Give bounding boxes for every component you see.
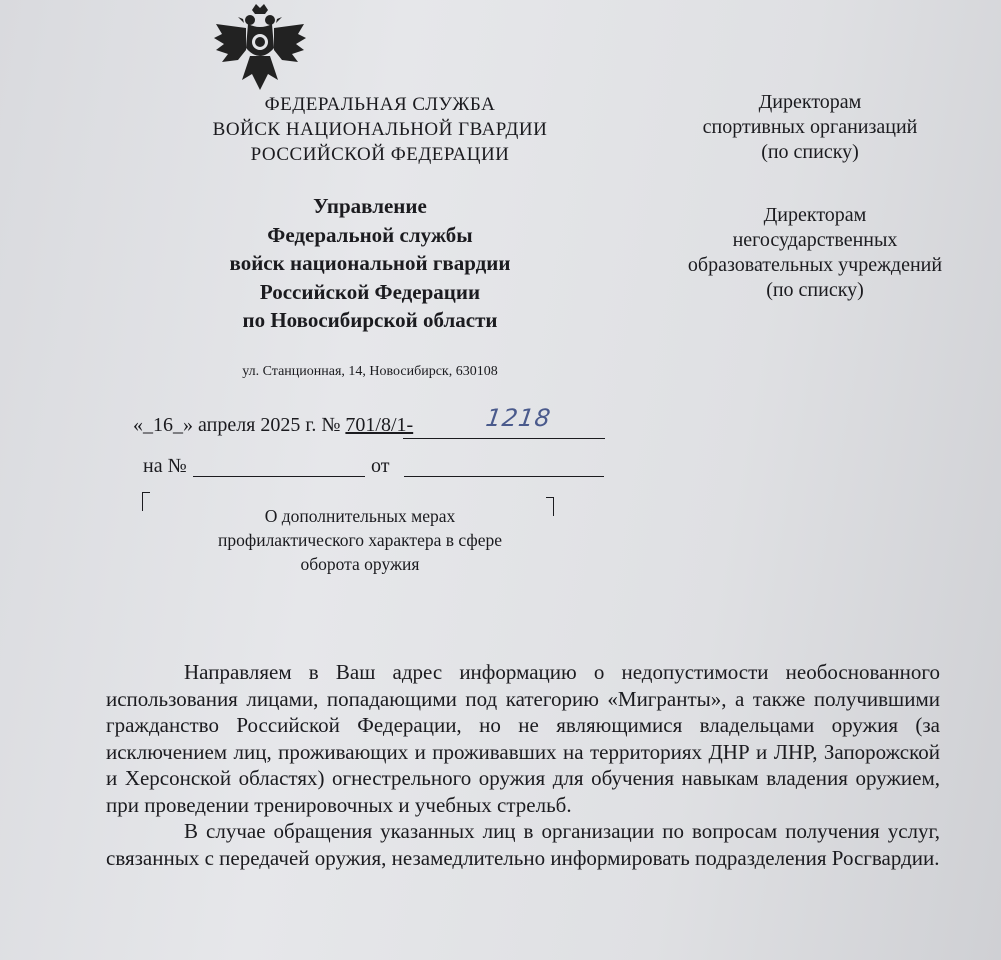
registration-date: «_16_» апреля 2025 г. № — [133, 414, 346, 436]
recipient-line: (по списку) — [761, 141, 859, 163]
department-line: Управление — [313, 194, 427, 218]
registration-date-line — [133, 414, 413, 437]
department-line: Российской Федерации — [259, 279, 481, 304]
reply-number-blank — [193, 476, 365, 477]
letter-body — [106, 659, 940, 871]
recipient-line: негосударственных — [732, 229, 898, 251]
reply-date-blank — [404, 476, 604, 477]
agency-line: РОССИЙСКОЙ ФЕДЕРАЦИИ — [250, 144, 510, 165]
recipient-line: образовательных учреждений — [687, 254, 943, 276]
recipient-line: (по списку) — [766, 279, 864, 301]
recipient-line: Директорам — [758, 91, 862, 113]
eagle-emblem-icon — [212, 4, 308, 94]
recipient-line: спортивных организаций — [702, 116, 918, 138]
agency-line: ВОЙСК НАЦИОНАЛЬНОЙ ГВАРДИИ — [212, 119, 548, 140]
subject-bracket-left — [142, 492, 150, 511]
subject-line: профилактического характера в сфере — [218, 530, 502, 550]
reply-from-label: от — [371, 455, 390, 477]
agency-name — [170, 92, 590, 167]
recipient-block-sports — [660, 90, 960, 165]
subject-line: оборота оружия — [300, 554, 420, 574]
department-line: Федеральной службы — [267, 222, 473, 247]
department-name — [170, 192, 570, 335]
department-line: войск национальной гвардии — [229, 251, 511, 275]
body-paragraph: В случае обращения указанных лиц в организации по вопросам получения услуг, связанных с передачей оружия, незамедлительно информировать подразделения Росгвардии. — [106, 819, 940, 870]
department-address: ул. Станционная, 14, Новосибирск, 630108 — [242, 364, 498, 379]
registration-number: 701/8/1- — [345, 414, 414, 436]
recipient-line: Директорам — [763, 204, 867, 226]
body-paragraph: Направляем в Ваш адрес информацию о недопустимости необоснованного использования лицами, попадающими под категорию «Мигранты», а также получившими гражданство Российской Федерации, но не являющимися владельцами оружия (за исключением лиц, проживающих и проживавших на территориях ДНР и ЛНР, Запорожской и Херсонской областях) огнестрельного оружия для обучения навыкам владения оружием, при проведении тренировочных и учебных стрельб. — [106, 660, 940, 817]
subject-line: О дополнительных мерах — [264, 506, 456, 526]
registration-number-underline — [403, 438, 605, 439]
handwritten-registration-number: 1218 — [484, 404, 554, 432]
recipient-block-education — [640, 203, 990, 303]
reply-to-label: на № — [143, 455, 187, 477]
department-line: по Новосибирской области — [242, 308, 498, 332]
letter-subject — [160, 504, 560, 576]
agency-line: ФЕДЕРАЛЬНАЯ СЛУЖБА — [264, 94, 496, 115]
